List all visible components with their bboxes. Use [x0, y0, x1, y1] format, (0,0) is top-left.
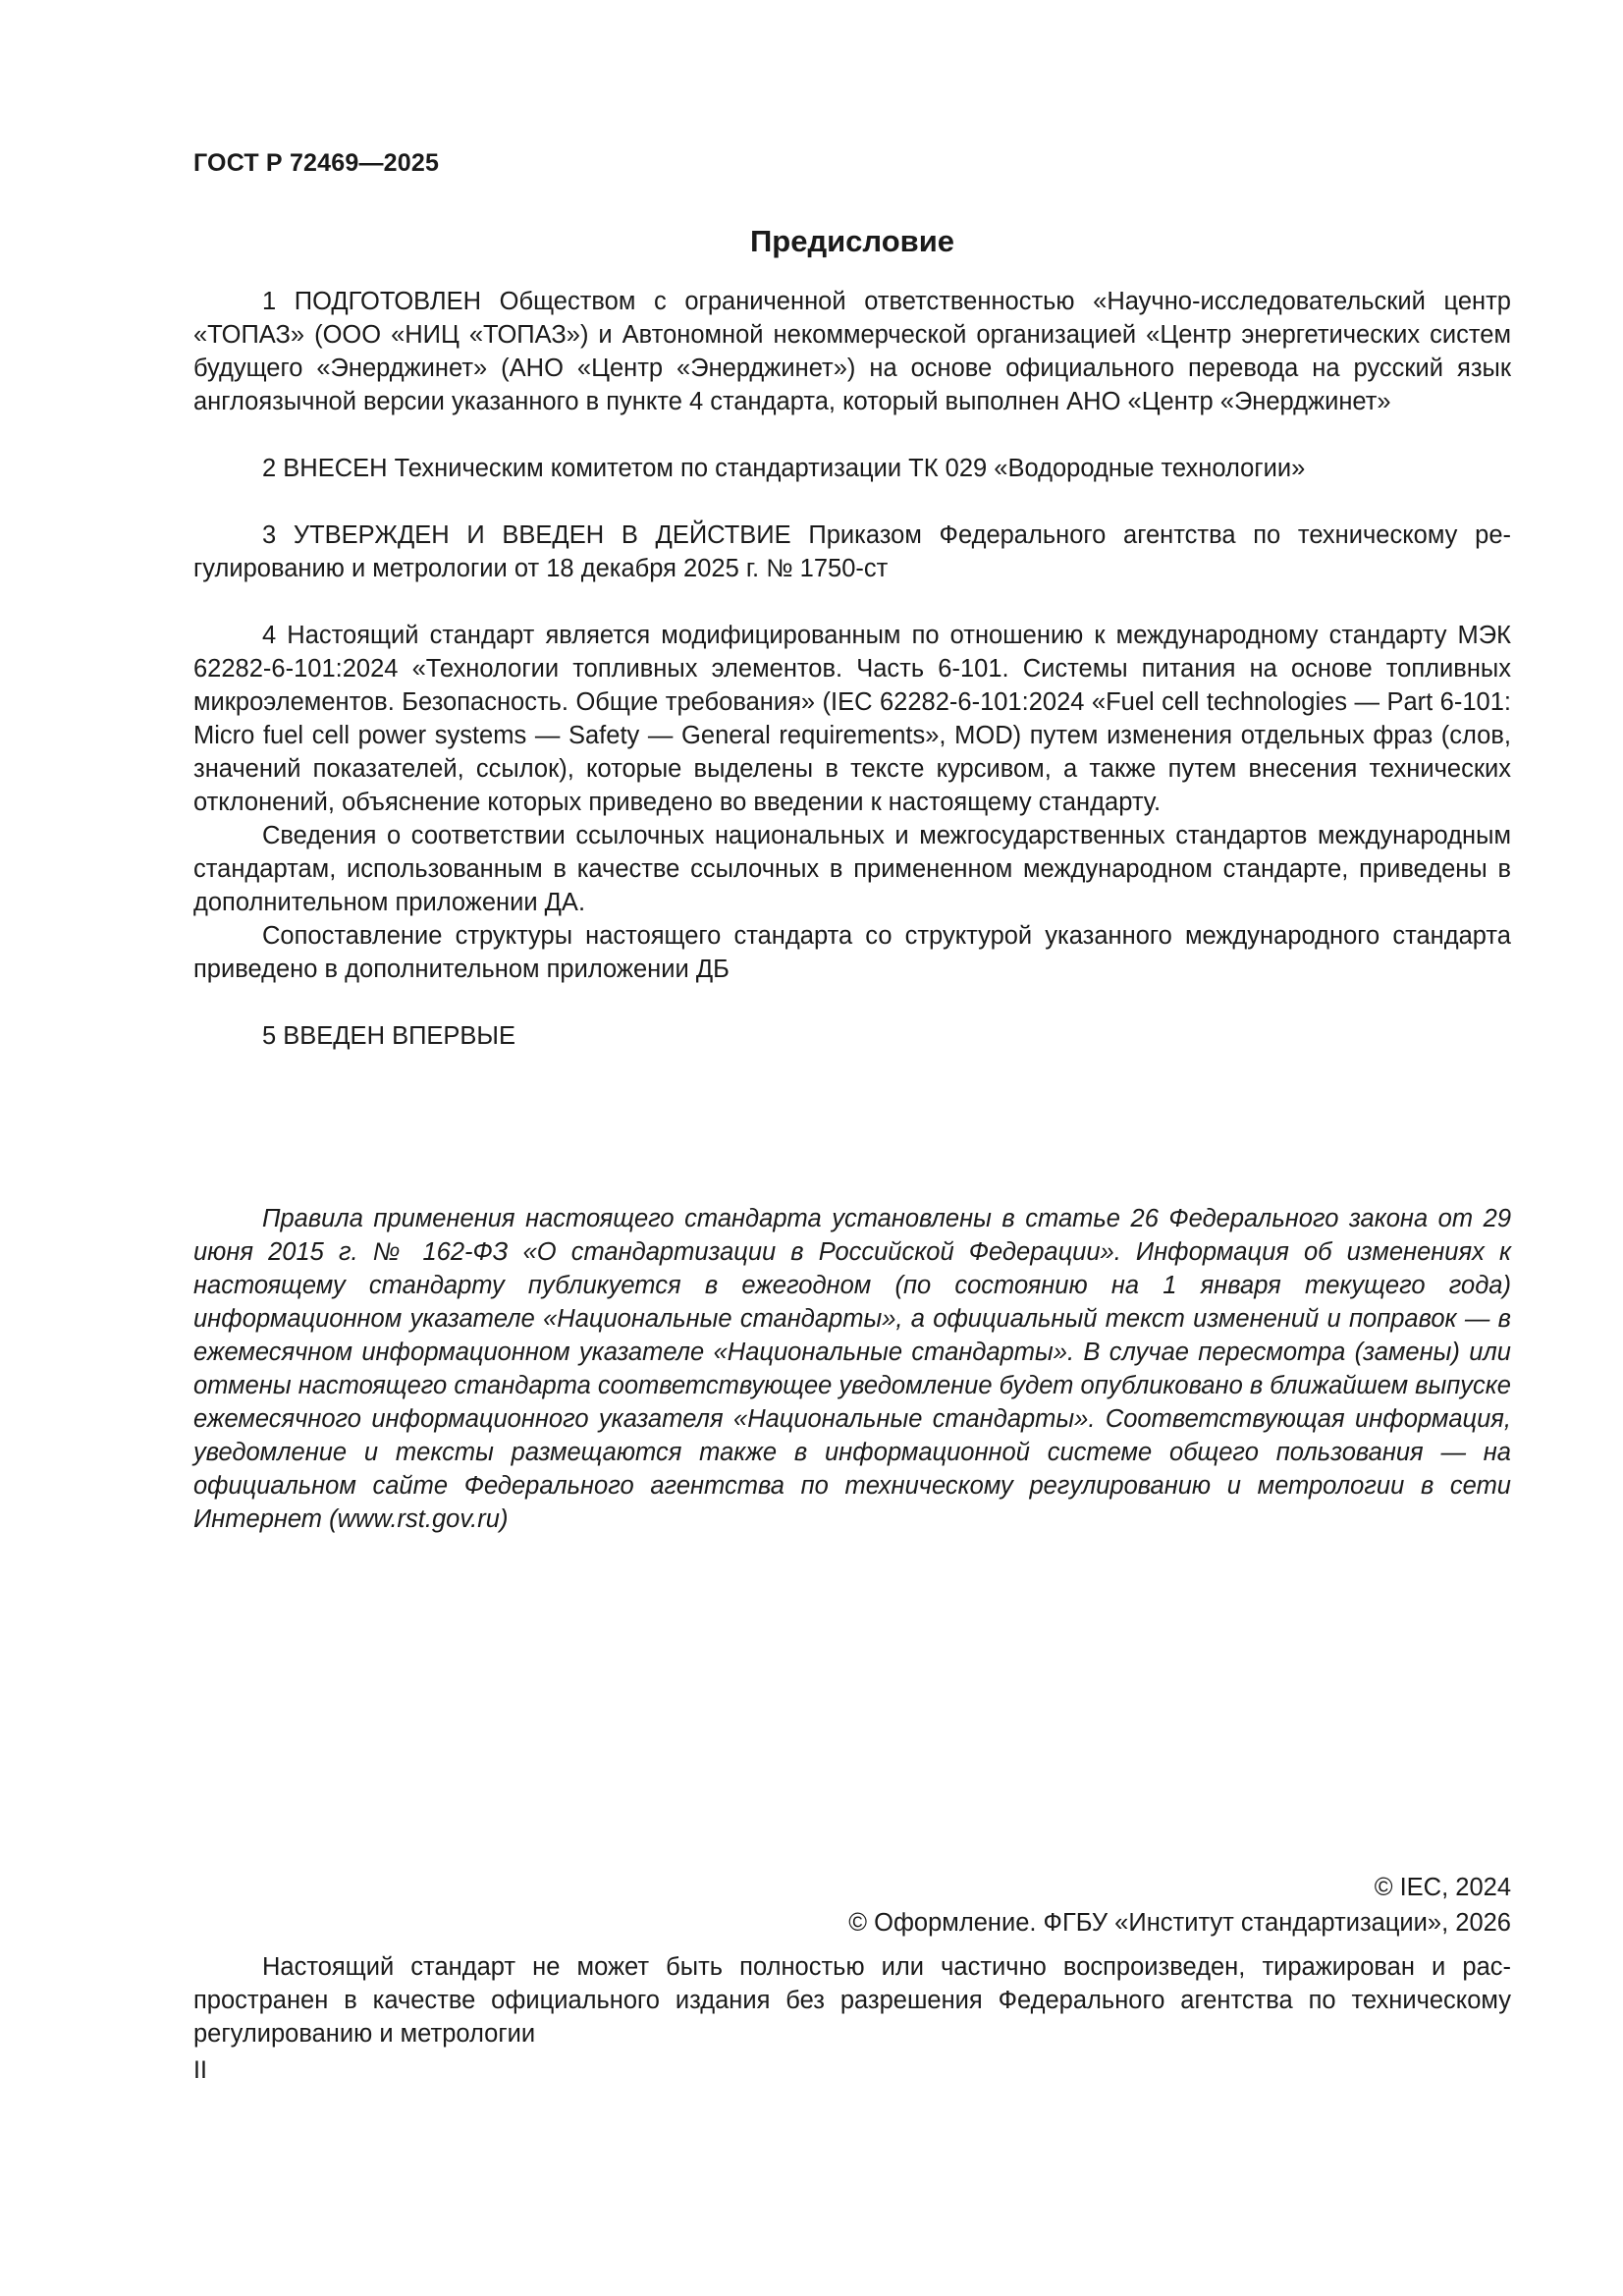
rules-notice-block	[193, 1202, 1511, 1536]
copyright-iec: © IEC, 2024	[1374, 1874, 1511, 1901]
paragraph-modified-standard: 4 Настоящий стандарт является модифицированным по отношению к международному стандарту МЭК 62282-6-101:2024 «Технологии топливных элементов. Часть 6-101. Системы питания на основе топливных микроэлементов. Безопасность. Общие требования» (IEC 62282-6-101:2024 «Fuel cell technologies — Part 6-101: Micro fuel cell power systems — Safety — General requirements», MOD) путем изменения отдельных фраз (слов, значений показателей, ссылок), которые выделены в тексте курсивом, а также путем внесения технических отклонений, объяснение которых приведено во введении к настоящему стандарту.	[193, 622, 1511, 816]
foreword-body	[193, 285, 1511, 1053]
copyright-design: © Оформление. ФГБУ «Институт стандартизации», 2026	[848, 1909, 1511, 1937]
document-code: ГОСТ Р 72469—2025	[193, 149, 440, 177]
reproduction-notice: Настоящий стандарт не может быть полностью или частично воспроизведен, тиражирован и распространен в качестве официального издания без разрешения Федерального агентства по техническому регулированию и метрологии	[193, 1953, 1511, 2048]
paragraph-approved: 3 УТВЕРЖДЕН И ВВЕДЕН В ДЕЙСТВИЕ Приказом Федерального агентства по техническому регулированию и метрологии от 18 декабря 2025 г. № 1750-ст	[193, 521, 1511, 582]
paragraph-prepared: 1 ПОДГОТОВЛЕН Обществом с ограниченной ответственностью «Научно-исследовательский центр «ТОПАЗ» (ООО «НИЦ «ТОПАЗ») и Автономной некоммерческой организацией «Центр энергетических систем будущего «Энерджинет» (АНО «Центр «Энерджинет») на основе официального перевода на русский язык англоязычной версии указанного в пункте 4 стандарта, который выполнен АНО «Центр «Энерджинет»	[193, 288, 1511, 415]
paragraph-structure-comparison: Сопоставление структуры настоящего стандарта со структурой указанного международного стандарта приведено в дополнительном приложении ДБ	[193, 922, 1511, 983]
reproduction-notice-block	[193, 1950, 1511, 2050]
page-title: Предисловие	[749, 224, 954, 258]
paragraph-reference-info: Сведения о соответствии ссылочных национальных и межгосударственных стандартов международным стандартам, использованным в качестве ссылочных в примененном международном стандарте, приведены в дополнительном приложении ДА.	[193, 822, 1511, 916]
paragraph-submitted: 2 ВНЕСЕН Техническим комитетом по стандартизации ТК 029 «Водородные технологии»	[262, 455, 1306, 482]
copyright-block	[848, 1870, 1511, 1941]
page-number: II	[193, 2056, 207, 2084]
rules-notice: Правила применения настоящего стандарта установлены в статье 26 Федерального закона от 29 июня 2015 г. № 162-ФЗ «О стандартизации в Российской Федерации». Информация об изменениях к настоящему стандарту публикуется в ежегодном (по состоянию на 1 января текущего года) информационном указателе «Национальные стандарты», а официальный текст изменений и поправок — в ежемесячном информационном указателе «Национальные стандарты». В случае пересмотра (замены) или отмены настоящего стандарта соответствующее уведомление будет опубликовано в ближайшем выпуске ежемесячного информационного указателя «Национальные стандарты». Соответствующая информация, уведомление и тексты размещаются также в информационной системе общего пользования — на официальном сайте Федерального агентства по техническому регулированию и метрологии в сети Интернет (www.rst.gov.ru)	[193, 1205, 1511, 1533]
paragraph-introduced-first: 5 ВВЕДЕН ВПЕРВЫЕ	[262, 1022, 516, 1050]
